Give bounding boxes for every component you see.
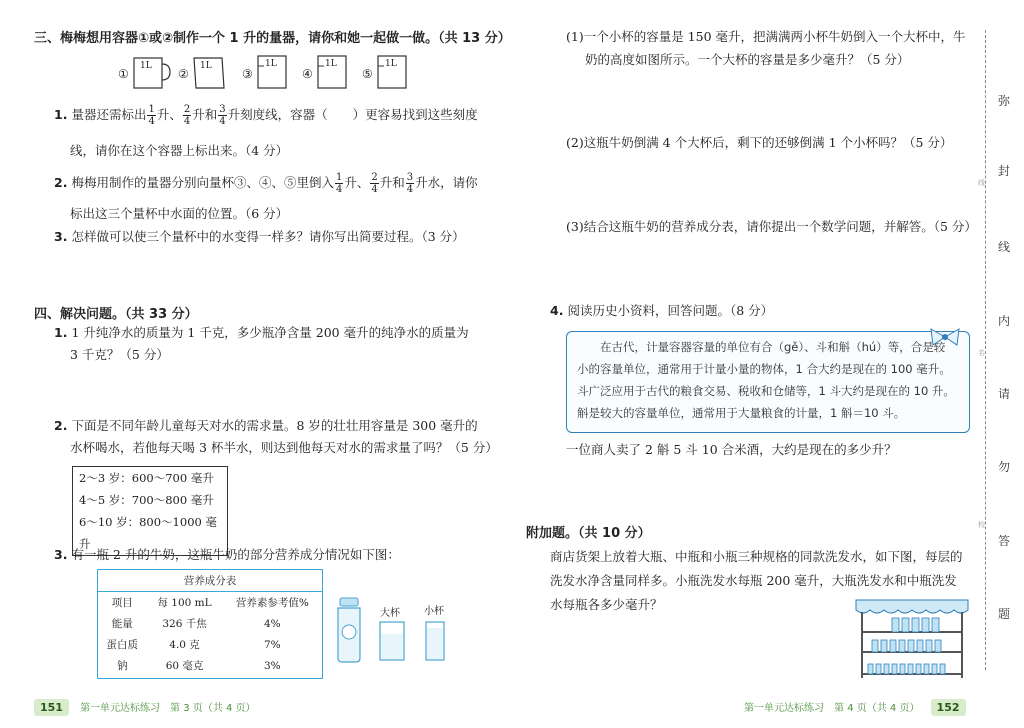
s3-question-1-line2: 线，请你在这个容器上标出来。（4 分）: [70, 143, 289, 158]
section4-title: 四、解决问题。（共 33 分）: [34, 307, 198, 322]
s4-question-1-line2: 3 千克？（5 分）: [70, 347, 169, 362]
footer-text-right: 第一单元达标练习 第 4 页（共 4 页）: [744, 703, 920, 714]
containers-svg: [118, 52, 418, 90]
nutrition-cell: 4%: [263, 617, 281, 630]
margin-small-char: 校: [978, 521, 985, 529]
container-mark-2: ②: [178, 67, 189, 81]
history-box: [566, 331, 970, 433]
water-row: 2～3 岁：600～700 毫升: [79, 471, 214, 485]
history-line: 斗广泛应用于古代的粮食交易、税收和仓储等，1 斗大约是现在的 10 升。: [577, 384, 955, 398]
bonus-line2: 洗发水净含量同样多。小瓶洗发水每瓶 200 毫升，大瓶洗发水和中瓶洗发: [550, 573, 957, 588]
big-cup-label: 大杯: [380, 608, 400, 619]
shampoo-shelf-illustration: [852, 596, 972, 680]
container-label-2: 1L: [200, 61, 212, 71]
margin-char: 答: [998, 534, 1011, 548]
margin-char: 请: [998, 387, 1011, 401]
nutrition-header: 每 100 mL: [157, 597, 212, 609]
small-cup-label: 小杯: [424, 606, 444, 617]
section3-title: 三、梅梅想用容器①或②制作一个 1 升的量器，请你和她一起做一做。（共 13 分）: [34, 31, 511, 46]
s4-question-1: 1. 1 升纯净水的质量为 1 千克，多少瓶净含量 200 毫升的纯净水的质量为: [54, 325, 469, 340]
margin-char: 封: [998, 164, 1011, 178]
page-number-right: 152: [931, 699, 966, 716]
water-need-table: [72, 466, 228, 556]
bow-ribbon-icon: [928, 326, 962, 352]
container-label-4: 1L: [325, 59, 337, 69]
footer-text-left: 第一单元达标练习 第 3 页（共 4 页）: [80, 703, 256, 714]
containers-illustration: [118, 52, 418, 90]
bonus-title: 附加题。（共 10 分）: [526, 526, 651, 541]
nutrition-cell: 蛋白质: [106, 639, 138, 651]
nutrition-cell: 3%: [263, 659, 281, 672]
q4-question: 一位商人卖了 2 斛 5 斗 10 合米酒，大约是现在的多少升？: [566, 442, 897, 457]
nutrition-cell: 4.0 克: [169, 639, 200, 651]
container-mark-4: ④: [302, 67, 313, 81]
seal-line: [985, 30, 986, 670]
q3-part3: (3)结合这瓶牛奶的营养成分表，请你提出一个数学问题，并解答。（5 分）: [566, 219, 977, 234]
container-label-5: 1L: [385, 59, 397, 69]
nutrition-header: 项目: [111, 597, 133, 609]
margin-small-char: 名: [978, 349, 985, 357]
nutrition-cell: 能量: [111, 618, 133, 630]
nutrition-cell: 钠: [116, 660, 128, 672]
milk-cups-svg: [334, 594, 454, 664]
container-mark-1: ①: [118, 67, 129, 81]
history-line: 小的容量单位，通常用于计量小量的物体，1 合大约是现在的 100 毫升。: [577, 362, 951, 376]
r-question-4: 4. 阅读历史小资料，回答问题。（8 分）: [550, 303, 774, 318]
margin-char: 题: [998, 607, 1011, 621]
milk-cups-illustration: [334, 594, 454, 664]
q3-part1-line2: 奶的高度如图所示。一个大杯的容量是多少毫升？（5 分）: [585, 52, 910, 67]
bonus-line3: 水每瓶各多少毫升？: [550, 597, 663, 612]
container-mark-5: ⑤: [362, 67, 373, 81]
water-row: 4～5 岁：700～800 毫升: [79, 493, 214, 507]
container-label-3: 1L: [265, 59, 277, 69]
nutrition-cell: 60 毫克: [165, 660, 204, 672]
history-line: 斛是较大的容量单位，通常用于大量粮食的计量，1 斛＝10 斗。: [577, 406, 906, 420]
margin-small-char: 线: [978, 179, 985, 187]
s4-question-3: 3. 有一瓶 2 升的牛奶，这瓶牛奶的部分营养成分情况如下图：: [54, 547, 400, 562]
s3-question-2-line2: 标出这三个量杯中水面的位置。（6 分）: [70, 206, 289, 221]
s3-question-1: 1. 量器还需标出 $\frac{1}{4}$ 升、 $\frac{2}{4}$ 升和 $\frac{3}{4}$ 升刻度线，容器（ ）更容易找到这些刻度: [54, 104, 478, 127]
bonus-line1: 商店货架上放着大瓶、中瓶和小瓶三种规格的同款洗发水，如下图，每层的: [550, 549, 963, 564]
margin-char: 弥: [998, 94, 1011, 108]
water-row: 6～10 岁：800～1000 毫升: [79, 515, 217, 551]
s3-question-3: 3. 怎样做可以使三个量杯中的水变得一样多？请你写出简要过程。（3 分）: [54, 229, 465, 244]
right-footer: [744, 696, 966, 715]
s4-question-2-line2: 水杯喝水，若他每天喝 3 杯半水，则达到他每天对水的需求量了吗？（5 分）: [70, 440, 498, 455]
shelf-svg: [852, 596, 972, 680]
page-number-left: 151: [34, 699, 69, 716]
left-footer: [34, 696, 256, 715]
history-line: 在古代，计量容器容量的单位有合（gě）、斗和斛（hú）等，合是较: [600, 340, 946, 354]
nutrition-table: [97, 569, 323, 679]
nutrition-cell: 7%: [263, 638, 281, 651]
container-label-1: 1L: [140, 61, 152, 71]
margin-char: 内: [998, 314, 1011, 328]
s4-question-2: 2. 下面是不同年龄儿童每天对水的需求量。8 岁的壮壮用容量是 300 毫升的: [54, 418, 478, 433]
margin-char: 勿: [998, 460, 1011, 474]
nutrition-title: 营养成分表: [98, 570, 322, 592]
q3-part1-line1: (1)一个小杯的容量是 150 毫升，把满满两小杯牛奶倒入一个大杯中，牛: [566, 29, 966, 44]
container-mark-3: ③: [242, 67, 253, 81]
nutrition-cell: 326 千焦: [162, 618, 207, 630]
margin-char: 线: [998, 240, 1011, 254]
s3-question-2: 2. 梅梅用制作的量器分别向量杯③、④、⑤里倒入 $\frac{1}{4}$ 升、 $\frac{2}{4}$ 升和 $\frac{3}{4}$ 升水，请你: [54, 172, 478, 195]
nutrition-header: 营养素参考值%: [235, 597, 309, 609]
q3-part2: (2)这瓶牛奶倒满 4 个大杯后，剩下的还够倒满 1 个小杯吗？（5 分）: [566, 135, 953, 150]
